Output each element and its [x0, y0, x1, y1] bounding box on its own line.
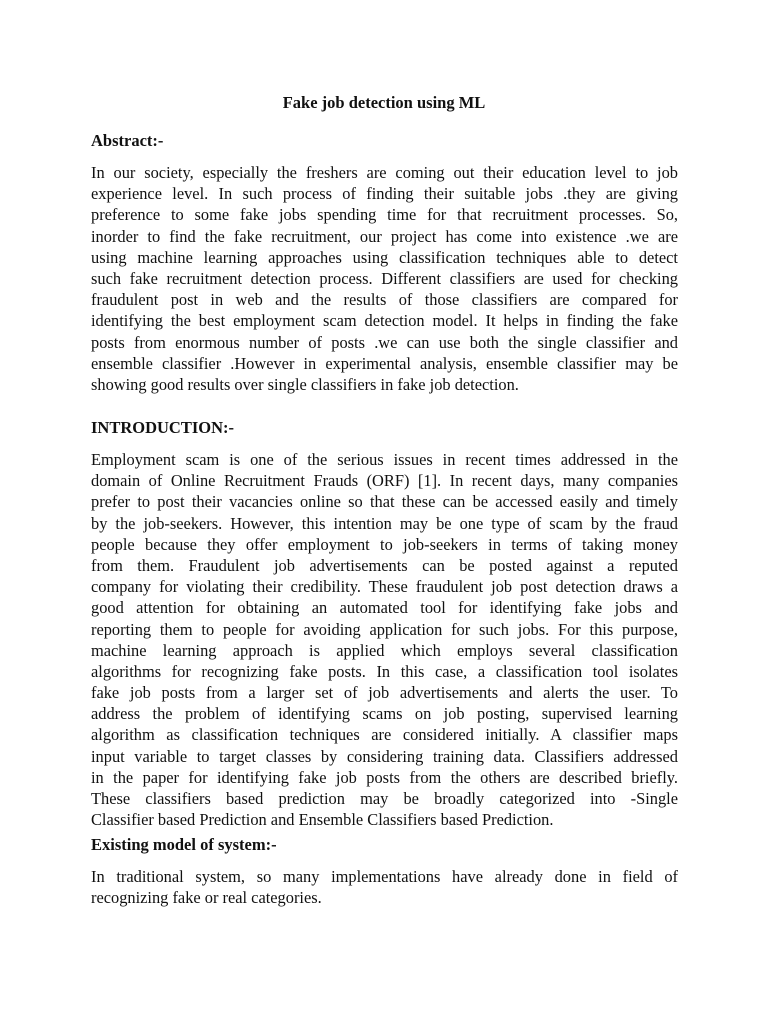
- introduction-line: good attention for obtaining an automated tool for identifying fake jobs and: [91, 598, 678, 618]
- introduction-line: Employment scam is one of the serious issues in recent times addressed in the: [91, 450, 678, 469]
- abstract-line: identifying the best employment scam detection model. It helps in finding the fake: [91, 311, 678, 331]
- introduction-line: fake job posts from a larger set of job advertisements and alerts the user. To: [91, 683, 678, 703]
- introduction-paragraph: [91, 449, 678, 830]
- abstract-line: fraudulent post in web and the results of those classifiers are compared for: [91, 290, 678, 310]
- abstract-paragraph: [91, 162, 678, 395]
- existing-model-line: In traditional system, so many implementations have already done in field of: [91, 867, 678, 886]
- introduction-line: These classifiers based prediction may be broadly categorized into -Single: [91, 789, 678, 808]
- introduction-line: input variable to target classes by considering training data. Classifiers addressed: [91, 746, 678, 766]
- existing-model-line: recognizing fake or real categories.: [91, 888, 322, 908]
- introduction-line: algorithms for recognizing fake posts. In this case, a classification tool isolates: [91, 661, 678, 681]
- abstract-line: ensemble classifier .However in experimental analysis, ensemble classifier may be: [91, 353, 678, 373]
- introduction-line: by the job-seekers. However, this intention may be one type of scam by the fraud: [91, 513, 678, 533]
- introduction-line: Classifier based Prediction and Ensemble Classifiers based Prediction.: [91, 810, 554, 830]
- abstract-heading: Abstract:-: [91, 131, 164, 150]
- introduction-line: machine learning approach is applied which employs several classification: [91, 640, 678, 660]
- document-title: Fake job detection using ML: [282, 93, 486, 112]
- introduction-line: algorithm as classification techniques are considered initially. A classifier maps: [91, 725, 678, 745]
- introduction-line: people because they offer employment to job-seekers in terms of taking money: [91, 534, 678, 554]
- abstract-line: posts from enormous number of posts .we can use both the single classifier and: [91, 332, 678, 352]
- introduction-line: from them. Fraudulent job advertisements can be posted against a reputed: [91, 555, 678, 575]
- abstract-line: such fake recruitment detection process. Different classifiers are used for checking: [91, 268, 678, 288]
- existing-model-heading: Existing model of system:-: [91, 835, 277, 854]
- existing-model-paragraph: [91, 866, 678, 908]
- introduction-heading: INTRODUCTION:-: [91, 418, 235, 437]
- abstract-line: In our society, especially the freshers are coming out their education level to job: [91, 163, 678, 182]
- abstract-line: preference to some fake jobs spending time for that recruitment processes. So,: [91, 205, 678, 225]
- introduction-line: in the paper for identifying fake job posts from the others are described briefly.: [91, 767, 678, 787]
- introduction-line: domain of Online Recruitment Frauds (ORF) [1]. In recent days, many companies: [91, 471, 678, 491]
- introduction-line: prefer to post their vacancies online so that these can be accessed easily and timely: [91, 492, 678, 512]
- abstract-line: experience level. In such process of finding their suitable jobs .they are giving: [91, 184, 678, 204]
- introduction-line: company for violating their credibility. These fraudulent job post detection draws a: [91, 577, 678, 597]
- introduction-line: address the problem of identifying scams on job posting, supervised learning: [91, 704, 678, 724]
- abstract-line: inorder to find the fake recruitment, our project has come into existence .we are: [91, 226, 678, 246]
- introduction-line: reporting them to people for avoiding application for such jobs. For this purpose,: [91, 619, 678, 639]
- abstract-line: using machine learning approaches using classification techniques able to detect: [91, 247, 678, 267]
- abstract-line: showing good results over single classifiers in fake job detection.: [91, 374, 519, 394]
